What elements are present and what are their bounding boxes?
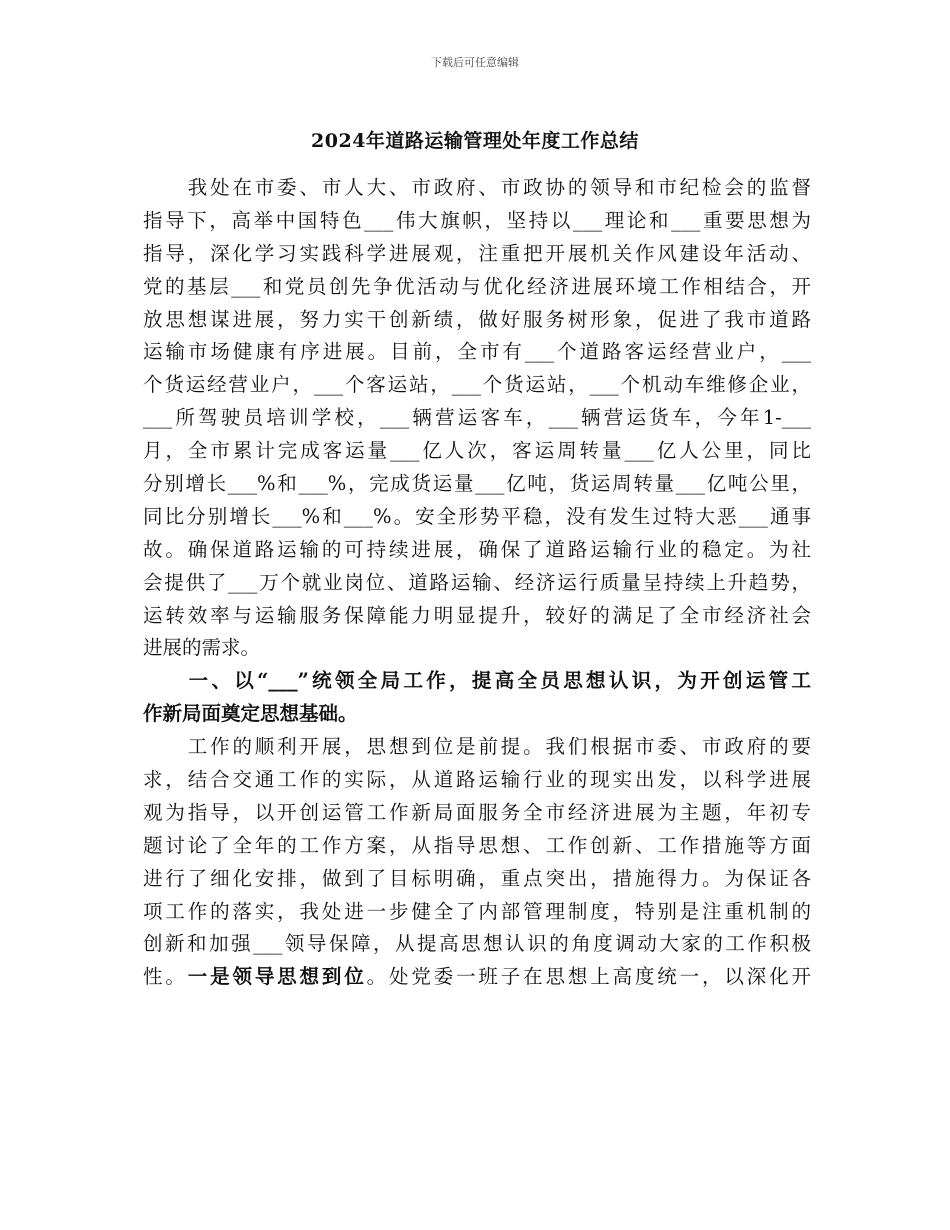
text-line: 我处在市委、市人大、市政府、市政协的领导和市纪检会的监督 (143, 176, 811, 199)
text-segment: 性。 (143, 965, 188, 989)
bold-phrase: 一是领导思想到位 (187, 965, 367, 989)
text-line-mixed (143, 961, 811, 994)
text-line: 运输市场健康有序进展。目前，全市有___个道路客运经营业户，___ (143, 340, 811, 364)
text-line: 题讨论了全年的工作方案，从指导思想、工作创新、工作措施等方面 (143, 833, 811, 857)
text-line: 求，结合交通工作的实际，从道路运输行业的现实出发，以科学进展 (143, 768, 811, 792)
document-body (143, 172, 811, 994)
text-line: 党的基层___和党员创先争优活动与优化经济进展环境工作相结合，开 (143, 274, 811, 298)
text-line: 创新和加强___领导保障，从提高思想认识的角度调动大家的工作积极 (143, 932, 811, 956)
text-segment: 。处党委一班子在思想上高度统一，以深化开 (366, 965, 811, 989)
text-line: 放思想谋进展，努力实干创新绩，做好服务树形象，促进了我市道路 (143, 307, 811, 331)
text-line: 工作的顺利开展，思想到位是前提。我们根据市委、市政府的要 (143, 735, 811, 759)
section-heading-line: 一、以“___”统领全局工作，提高全员思想认识，为开创运管工 (143, 669, 811, 693)
text-line: 个货运经营业户，___个客运站，___个货运站，___个机动车维修企业， (143, 373, 811, 397)
text-line: 项工作的落实，我处进一步健全了内部管理制度，特别是注重机制的 (143, 899, 811, 923)
text-line: 分别增长___%和___%，完成货运量___亿吨，货运周转量___亿吨公里， (143, 472, 811, 496)
text-line: 观为指导，以开创运管工作新局面服务全市经济进展为主题，年初专 (143, 800, 811, 824)
text-line: 进行了细化安排，做到了目标明确，重点突出，措施得力。为保证各 (143, 866, 811, 890)
text-line: 指导，深化学习实践科学进展观，注重把开展机关作风建设年活动、 (143, 241, 811, 265)
text-line: 进展的需求。 (143, 636, 261, 660)
text-line: ___所驾驶员培训学校，___辆营运客车，___辆营运货车，今年1-___ (143, 406, 811, 430)
text-line: 指导下，高举中国特色___伟大旗帜，坚持以___理论和___重要思想为 (143, 208, 811, 232)
text-line: 故。确保道路运输的可持续进展，确保了道路运输行业的稳定。为社 (143, 537, 811, 561)
document-title: 2024年道路运输管理处年度工作总结 (311, 130, 639, 152)
text-line: 月，全市累计完成客运量___亿人次，客运周转量___亿人公里，同比 (143, 439, 811, 463)
text-line: 会提供了___万个就业岗位、道路运输、经济运行质量呈持续上升趋势， (143, 570, 811, 594)
text-line: 同比分别增长___%和___%。安全形势平稳，没有发生过特大恶___通事 (143, 504, 811, 528)
page-header: 下载后可任意编辑 (431, 56, 519, 69)
section-heading-line: 作新局面奠定思想基础。 (143, 702, 358, 726)
text-line: 运转效率与运输服务保障能力明显提升，较好的满足了全市经济社会 (143, 603, 811, 627)
